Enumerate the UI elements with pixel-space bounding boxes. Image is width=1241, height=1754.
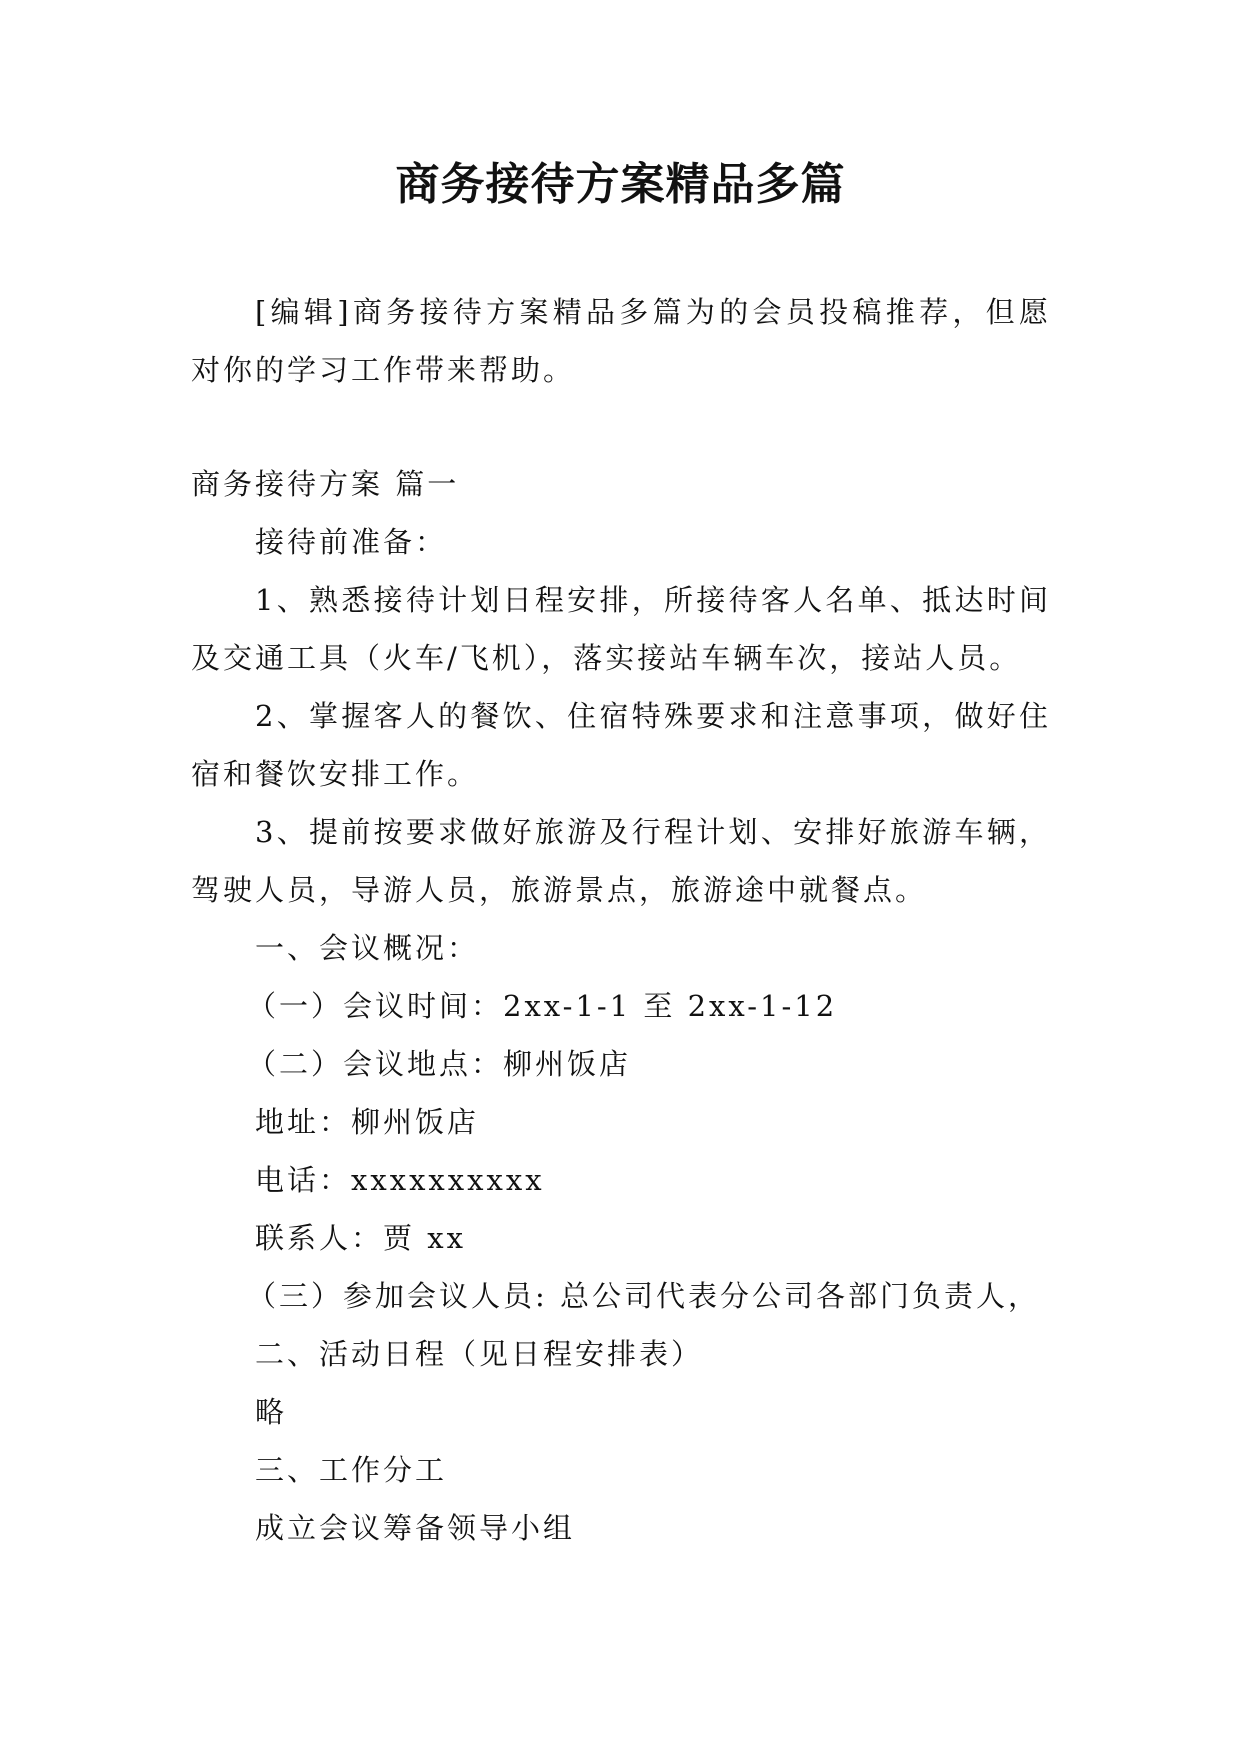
intro-paragraph: [编辑]商务接待方案精品多篇为的会员投稿推荐，但愿对你的学习工作带来帮助。 [191, 295, 1051, 387]
division-heading: 三、工作分工 [255, 1453, 448, 1487]
attendees-line: （三）参加会议人员: 总公司代表分公司各部门负责人， [247, 1279, 1040, 1313]
schedule-heading: 二、活动日程（见日程安排表） [255, 1337, 704, 1371]
document-title: 商务接待方案精品多篇 [395, 159, 846, 210]
section-heading: 商务接待方案 篇一 [191, 467, 460, 501]
address-line: 地址：柳州饭店 [255, 1105, 480, 1139]
prep-heading: 接待前准备： [255, 525, 448, 559]
overview-heading: 一、会议概况： [255, 931, 480, 965]
prep-item-3: 3、提前按要求做好旅游及行程计划、安排好旅游车辆，驾驶人员，导游人员，旅游景点，旅游途中就餐点。 [191, 815, 1051, 907]
meeting-place: （二）会议地点：柳州饭店 [247, 1047, 632, 1081]
prep-item-1: 1、熟悉接待计划日程安排，所接待客人名单、抵达时间及交通工具（火车/飞机），落实接站车辆车次，接站人员。 [191, 583, 1051, 675]
division-item: 成立会议筹备领导小组 [255, 1511, 576, 1545]
meeting-time: （一）会议时间：2xx-1-1 至 2xx-1-12 [247, 989, 838, 1023]
phone-line: 电话：xxxxxxxxxx [255, 1163, 545, 1197]
schedule-note: 略 [255, 1395, 288, 1429]
contact-line: 联系人：贾 xx [255, 1221, 466, 1255]
document-body [191, 283, 1051, 1557]
prep-item-2: 2、掌握客人的餐饮、住宿特殊要求和注意事项，做好住宿和餐饮安排工作。 [191, 699, 1051, 791]
